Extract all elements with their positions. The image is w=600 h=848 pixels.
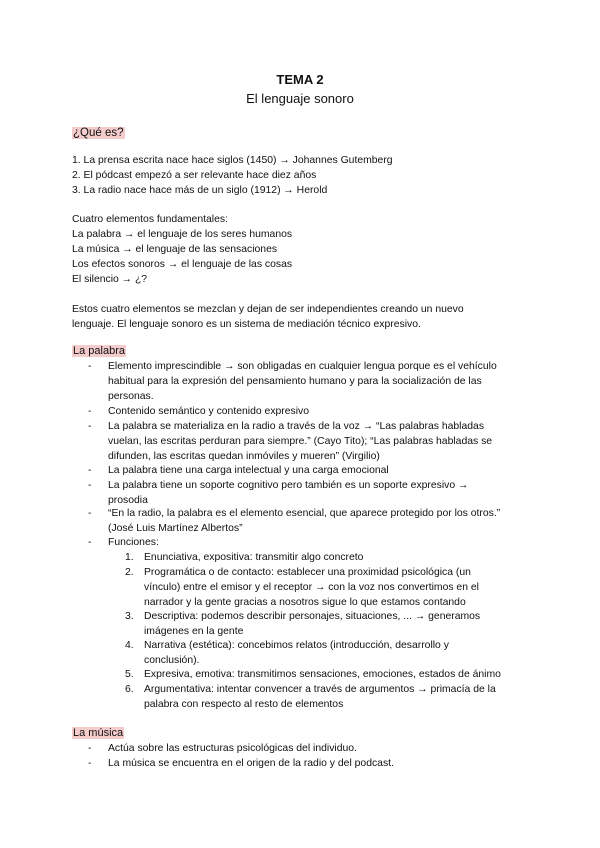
page-title: TEMA 2 (276, 72, 324, 87)
list-item: 1. La prensa escrita nace hace siglos (1450) → Johannes Gutemberg (72, 155, 393, 166)
element-line: Los efectos sonoros → el lenguaje de las cosas (72, 259, 293, 270)
list-item: 3. La radio nace hace más de un siglo (1912) → Herold (72, 185, 328, 196)
elements-intro: Cuatro elementos fundamentales: (72, 214, 228, 225)
function-number: 1. (125, 552, 134, 563)
paragraph-line: Estos cuatro elementos se mezclan y dejan de ser independientes creando un nuevo (72, 304, 464, 315)
bullet-text: Actúa sobre las estructuras psicológicas del individuo. (108, 743, 357, 754)
section-heading-musica: La música (73, 727, 124, 739)
function-text: Programática o de contacto: establecer una proximidad psicológica (un vínculo) entre el emisor y el receptor → con la voz nos convertimos en el narrador y la gente gracias a nosotros sigue lo que estamos contando (144, 567, 479, 608)
function-number: 5. (125, 669, 134, 680)
element-line: El silencio → ¿? (72, 274, 148, 285)
element-line: La música → el lenguaje de las sensaciones (72, 244, 278, 255)
section-heading-palabra: La palabra (73, 345, 125, 357)
bullet-dash: - (88, 406, 92, 417)
paragraph-line: lenguaje. El lenguaje sonoro es un sistema de mediación técnico expresivo. (72, 319, 421, 330)
bullet-dash: - (88, 743, 92, 754)
section-heading-que-es: ¿Qué es? (73, 127, 124, 139)
bullet-text: La música se encuentra en el origen de la radio y del podcast. (108, 758, 394, 769)
bullet-text: La palabra tiene una carga intelectual y una carga emocional (108, 465, 389, 476)
bullet-text: “En la radio, la palabra es el elemento esencial, que aparece protegido por los otros.” (José Luis Martínez Albertos” (108, 508, 501, 534)
bullet-dash: - (88, 465, 92, 476)
function-number: 2. (125, 567, 134, 578)
bullet-text: La palabra tiene un soporte cognitivo pero también es un soporte expresivo → prosodia (108, 480, 469, 506)
function-text: Enunciativa, expositiva: transmitir algo concreto (144, 552, 364, 563)
bullet-dash: - (88, 421, 92, 432)
page-subtitle: El lenguaje sonoro (246, 91, 354, 106)
function-text: Descriptiva: podemos describir personajes, situaciones, ... → generamos imágenes en la gente (144, 611, 481, 637)
function-text: Expresiva, emotiva: transmitimos sensaciones, emociones, estados de ánimo (144, 669, 501, 680)
bullet-text: Funciones: (108, 537, 159, 548)
function-text: Narrativa (estética): concebimos relatos (introducción, desarrollo y conclusión). (144, 640, 449, 666)
bullet-dash: - (88, 508, 92, 519)
function-number: 4. (125, 640, 134, 651)
function-number: 6. (125, 684, 134, 695)
function-number: 3. (125, 611, 134, 622)
bullet-dash: - (88, 361, 92, 372)
function-text: Argumentativa: intentar convencer a través de argumentos → primacía de la palabra con respecto al resto de elementos (144, 684, 496, 710)
bullet-dash: - (88, 480, 92, 491)
element-line: La palabra → el lenguaje de los seres humanos (72, 229, 293, 240)
list-item: 2. El pódcast empezó a ser relevante hace diez años (72, 170, 317, 181)
bullet-dash: - (88, 758, 92, 769)
bullet-text: La palabra se materializa en la radio a través de la voz → “Las palabras habladas vuelan, las escritas perduran para siempre.” (Cayo Tito); “Las palabras habladas se difunden, las escritas quedan inmóviles y mueren” (Virgilio) (108, 421, 493, 462)
bullet-text: Elemento imprescindible → son obligadas en cualquier lengua porque es el vehículo habitual para la expresión del pensamiento humano y para la socialización de las personas. (108, 361, 497, 402)
bullet-text: Contenido semántico y contenido expresivo (108, 406, 310, 417)
bullet-dash: - (88, 537, 92, 548)
